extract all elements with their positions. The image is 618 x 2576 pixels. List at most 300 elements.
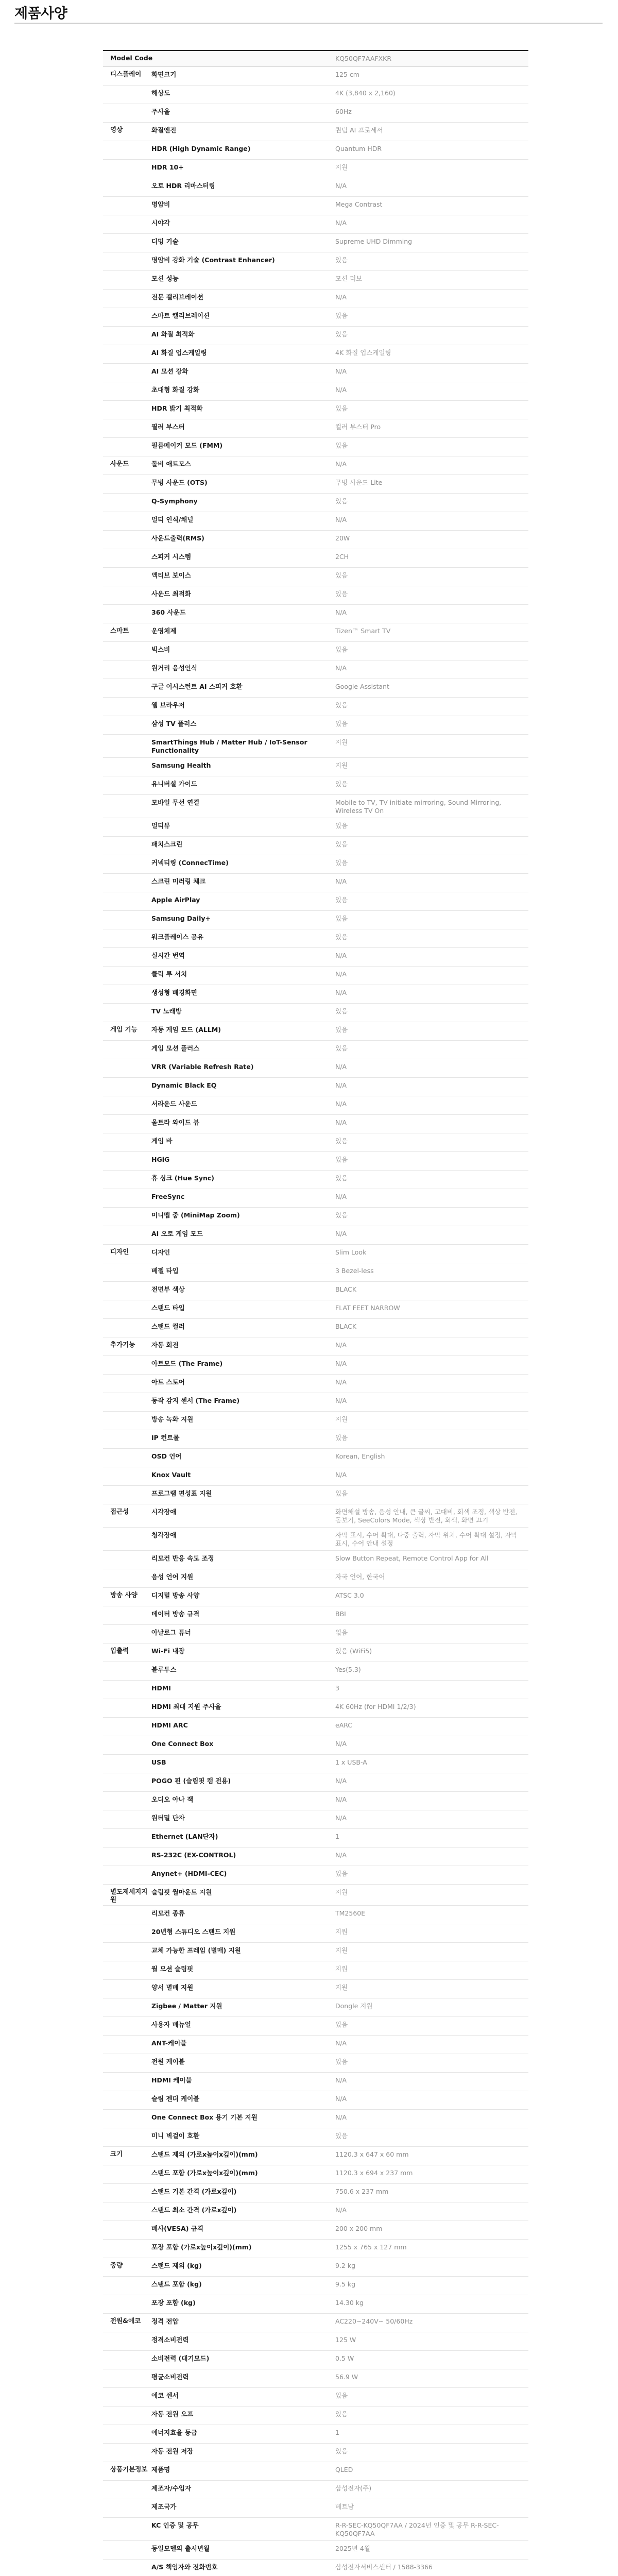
section-name: 입출력 xyxy=(110,1647,129,1654)
spec-value: 1 x USB-A xyxy=(335,1758,367,1766)
spec-row xyxy=(103,1792,528,1810)
spec-value: N/A xyxy=(335,2039,347,2047)
spec-row xyxy=(103,1004,528,1022)
spec-row xyxy=(103,494,528,512)
spec-label: VRR (Variable Refresh Rate) xyxy=(151,1063,254,1071)
spec-value: Google Assistant xyxy=(335,683,389,690)
spec-label: 사용자 매뉴얼 xyxy=(151,2021,191,2028)
spec-label: AI 화질 최적화 xyxy=(151,330,195,338)
spec-label: 슬림핏 월마운트 지원 xyxy=(151,1888,212,1896)
spec-value: 자막 표시, 수어 확대, 다중 출력, 자막 위치, 수어 확대 설정, 자막 표시, 수어 안내 설정 xyxy=(335,1531,518,1547)
spec-label: 디밍 기술 xyxy=(151,238,179,245)
spec-value: 지원 xyxy=(335,1984,348,1991)
spec-label: 제조국가 xyxy=(151,2503,177,2511)
spec-row xyxy=(103,2202,528,2221)
spec-value: FLAT FEET NARROW xyxy=(335,1304,400,1312)
spec-row xyxy=(103,776,528,795)
spec-value: N/A xyxy=(335,1193,347,1200)
spec-label: 데이터 방송 규격 xyxy=(151,1610,200,1618)
spec-value: 컬러 부스터 Pro xyxy=(335,423,381,431)
spec-label: 시각장애 xyxy=(151,1508,177,1516)
section-name xyxy=(103,2221,151,2239)
spec-row xyxy=(103,911,528,929)
spec-value: 지원 xyxy=(335,1946,348,1954)
spec-row xyxy=(103,1319,528,1337)
section-name xyxy=(103,698,151,716)
spec-value: Yes(5.3) xyxy=(335,1666,361,1673)
section-name xyxy=(103,1208,151,1226)
spec-row xyxy=(103,605,528,623)
section-name xyxy=(103,716,151,734)
spec-value: ATSC 3.0 xyxy=(335,1591,364,1599)
spec-value: Slow Button Repeat, Remote Control App for All xyxy=(335,1554,489,1562)
spec-row xyxy=(103,2351,528,2369)
spec-label: 자동 게임 모드 (ALLM) xyxy=(151,1026,221,1033)
spec-row xyxy=(103,2258,528,2277)
spec-row xyxy=(103,401,528,419)
section-name xyxy=(103,2054,151,2072)
spec-row xyxy=(103,364,528,382)
spec-row xyxy=(103,1375,528,1393)
spec-row xyxy=(103,1961,528,1980)
spec-value: 있음 xyxy=(335,840,348,848)
section-name xyxy=(103,1810,151,1828)
spec-value: N/A xyxy=(335,2095,347,2103)
spec-value: 삼성전자서비스센터 / 1588-3366 xyxy=(335,2563,433,2571)
spec-row xyxy=(103,67,528,86)
spec-label: TV 노래방 xyxy=(151,1007,182,1015)
spec-row xyxy=(103,586,528,605)
model-label: Model Code xyxy=(110,54,153,62)
spec-value: 있음 xyxy=(335,1007,348,1015)
spec-row xyxy=(103,758,528,776)
spec-label: 양서 별매 지원 xyxy=(151,1984,194,1991)
spec-value: 14.30 kg xyxy=(335,2299,364,2307)
section-name xyxy=(103,1755,151,1773)
spec-row xyxy=(103,2541,528,2560)
section-name: 크기 xyxy=(110,2150,123,2158)
spec-row xyxy=(103,855,528,874)
spec-row xyxy=(103,1943,528,1961)
spec-row xyxy=(103,2295,528,2314)
section-name xyxy=(103,874,151,892)
spec-row xyxy=(103,308,528,327)
spec-value: 있음 xyxy=(335,442,348,449)
spec-row xyxy=(103,1115,528,1133)
section-name xyxy=(103,1189,151,1207)
spec-value: N/A xyxy=(335,1777,347,1785)
spec-value: eARC xyxy=(335,1721,353,1729)
spec-value: 있음 xyxy=(335,1211,348,1219)
spec-row xyxy=(103,1643,528,1662)
spec-label: 유니버셜 가이드 xyxy=(151,780,197,788)
spec-label: 스마트 캘리브레이션 xyxy=(151,312,210,319)
spec-label: 음성 언어 지원 xyxy=(151,1573,194,1581)
spec-row xyxy=(103,234,528,252)
spec-label: 화면크기 xyxy=(151,71,177,78)
spec-value: N/A xyxy=(335,367,347,375)
spec-value: 지원 xyxy=(335,1965,348,1973)
spec-label: 포장 포함 (kg) xyxy=(151,2299,196,2307)
spec-value: N/A xyxy=(335,2113,347,2121)
spec-row xyxy=(103,2560,528,2576)
model-value: KQ50QF7AAFXKR xyxy=(335,55,392,62)
spec-value: 지원 xyxy=(335,1888,348,1896)
spec-label: 360 사운드 xyxy=(151,608,186,616)
section-name xyxy=(103,345,151,363)
spec-value: N/A xyxy=(335,1063,347,1071)
spec-row xyxy=(103,1848,528,1866)
spec-row xyxy=(103,2054,528,2073)
spec-value: N/A xyxy=(335,608,347,616)
spec-label: 아날로그 튜너 xyxy=(151,1629,191,1636)
spec-row xyxy=(103,2425,528,2444)
spec-label: One Connect Box 용기 기본 지원 xyxy=(151,2113,258,2121)
spec-label: 자동 전원 오프 xyxy=(151,2410,194,2418)
spec-value: N/A xyxy=(335,1471,347,1479)
spec-label: 포장 포함 (가로x높이x깊이)(mm) xyxy=(151,2243,252,2251)
spec-value: N/A xyxy=(335,1341,347,1349)
spec-value: N/A xyxy=(335,460,347,468)
section-name xyxy=(103,1662,151,1680)
spec-label: HDMI 최대 지원 주사율 xyxy=(151,1703,221,1710)
section-name xyxy=(103,1681,151,1699)
section-name xyxy=(103,1096,151,1114)
section-name xyxy=(103,605,151,623)
spec-label: 게임 바 xyxy=(151,1137,173,1145)
spec-value: 9.5 kg xyxy=(335,2280,356,2288)
section-name xyxy=(103,2017,151,2035)
spec-row xyxy=(103,2462,528,2481)
spec-value: 지원 xyxy=(335,1928,348,1936)
spec-value: N/A xyxy=(335,664,347,672)
spec-label: OSD 언어 xyxy=(151,1452,182,1460)
spec-row xyxy=(103,795,528,818)
section-name xyxy=(103,327,151,345)
section-name xyxy=(103,2202,151,2221)
spec-label: 멀티 인식/채널 xyxy=(151,516,194,523)
spec-label: 원거리 음성인식 xyxy=(151,664,197,672)
spec-value: 있음 xyxy=(335,2021,348,2028)
section-name xyxy=(103,2388,151,2406)
spec-row xyxy=(103,1718,528,1736)
spec-row xyxy=(103,1606,528,1625)
section-name xyxy=(103,1004,151,1022)
spec-label: 스피커 시스템 xyxy=(151,553,191,561)
spec-row xyxy=(103,837,528,855)
spec-label: 사운드 최적화 xyxy=(151,590,191,598)
section-name xyxy=(103,1430,151,1448)
spec-row xyxy=(103,892,528,911)
section-name xyxy=(103,1449,151,1467)
section-name xyxy=(103,1866,151,1884)
spec-value: 1120.3 x 694 x 237 mm xyxy=(335,2169,413,2177)
spec-row xyxy=(103,2221,528,2240)
spec-row xyxy=(103,929,528,948)
section-name xyxy=(103,1718,151,1736)
section-name xyxy=(103,104,151,122)
spec-row xyxy=(103,2184,528,2202)
spec-value: 화면해설 방송, 음성 안내, 큰 글씨, 고대비, 회색 조정, 색상 반전, 돋보기, SeeColors Mode, 색상 반전, 회색, 화면 끄기 xyxy=(335,1508,518,1524)
spec-label: 스탠드 컬러 xyxy=(151,1323,185,1330)
spec-value: 있음 xyxy=(335,497,348,505)
section-name xyxy=(103,419,151,437)
spec-row xyxy=(103,290,528,308)
section-name xyxy=(103,1133,151,1151)
spec-label: 미니 벽걸이 호환 xyxy=(151,2132,200,2140)
spec-label: 베사(VESA) 규격 xyxy=(151,2225,203,2232)
spec-value: 4K 60Hz (for HDMI 1/2/3) xyxy=(335,1703,416,1710)
spec-label: 리모컨 종류 xyxy=(151,1909,185,1917)
spec-label: KC 인증 및 공무 xyxy=(151,2521,199,2529)
spec-value: 3 xyxy=(335,1684,339,1692)
spec-label: HGiG xyxy=(151,1156,170,1163)
section-name xyxy=(103,2518,151,2540)
spec-value: 있음 xyxy=(335,1026,348,1033)
spec-label: 교체 가능한 프레임 (별매) 지원 xyxy=(151,1946,241,1954)
spec-row xyxy=(103,1504,528,1528)
spec-value: N/A xyxy=(335,1100,347,1108)
spec-value: 1120.3 x 647 x 60 mm xyxy=(335,2150,409,2158)
spec-label: 스크린 미러링 체크 xyxy=(151,877,206,885)
spec-row xyxy=(103,660,528,679)
spec-label: 커넥티링 (ConnecTime) xyxy=(151,859,229,867)
spec-value: 있음 xyxy=(335,2447,348,2455)
spec-label: 액티브 보이스 xyxy=(151,571,191,579)
section-name xyxy=(103,2277,151,2295)
section-name xyxy=(103,758,151,776)
spec-row xyxy=(103,252,528,271)
spec-row xyxy=(103,818,528,837)
spec-label: 패치스크린 xyxy=(151,840,183,848)
spec-row xyxy=(103,2481,528,2499)
spec-row xyxy=(103,1282,528,1300)
spec-label: 미니맵 줌 (MiniMap Zoom) xyxy=(151,1211,240,1219)
spec-label: 오토 HDR 리마스터링 xyxy=(151,182,215,190)
spec-row xyxy=(103,271,528,290)
spec-value: 있음 xyxy=(335,590,348,598)
spec-row xyxy=(103,1998,528,2017)
section-name xyxy=(103,1848,151,1866)
spec-label: 휴 싱크 (Hue Sync) xyxy=(151,1174,215,1182)
spec-label: 동일모델의 출시년월 xyxy=(151,2545,210,2552)
spec-row xyxy=(103,2165,528,2184)
section-name xyxy=(103,1829,151,1847)
spec-row xyxy=(103,1528,528,1551)
spec-row xyxy=(103,2128,528,2147)
spec-label: 서라운드 사운드 xyxy=(151,1100,197,1108)
spec-value: N/A xyxy=(335,1795,347,1803)
section-name xyxy=(103,679,151,697)
spec-value: 9.2 kg xyxy=(335,2262,356,2269)
spec-row xyxy=(103,1152,528,1171)
spec-value: 있음 xyxy=(335,2410,348,2418)
spec-label: 스탠드 포함 (가로x높이x깊이)(mm) xyxy=(151,2169,258,2177)
spec-value: 있음 xyxy=(335,1044,348,1052)
spec-row xyxy=(103,1393,528,1412)
spec-value: 있음 xyxy=(335,646,348,653)
spec-value: 1 xyxy=(335,2429,339,2436)
spec-row xyxy=(103,1263,528,1282)
spec-row xyxy=(103,160,528,178)
spec-label: 제조자/수입자 xyxy=(151,2484,192,2492)
spec-row xyxy=(103,2369,528,2388)
spec-label: Knox Vault xyxy=(151,1471,191,1479)
spec-value: 있음 xyxy=(335,256,348,264)
spec-row xyxy=(103,1906,528,1924)
section-name: 중량 xyxy=(110,2261,123,2269)
spec-label: 스탠드 포함 (kg) xyxy=(151,2280,202,2288)
spec-label: 화질엔진 xyxy=(151,126,177,134)
section-name xyxy=(103,382,151,400)
spec-label: 전원 케이블 xyxy=(151,2058,185,2065)
section-name xyxy=(103,2406,151,2425)
section-name xyxy=(103,1152,151,1170)
spec-label: 모션 성능 xyxy=(151,275,179,282)
spec-value: 있음 xyxy=(335,2132,348,2140)
section-name xyxy=(103,642,151,660)
spec-label: 스탠드 기본 간격 (가로x깊이) xyxy=(151,2188,237,2195)
spec-value: 지원 xyxy=(335,761,348,769)
section-name xyxy=(103,568,151,586)
spec-label: Wi-Fi 내장 xyxy=(151,1647,185,1655)
spec-row xyxy=(103,2277,528,2295)
spec-label: IP 컨트롤 xyxy=(151,1434,180,1442)
spec-value: R-R-SEC-KQ50QF7AA / 2024년 인증 및 공무 R-R-SEC-KQ50QF7AA xyxy=(335,2521,499,2537)
section-name: 사운드 xyxy=(110,460,129,467)
spec-label: HDMI 케이블 xyxy=(151,2076,192,2084)
spec-row xyxy=(103,2406,528,2425)
spec-value: N/A xyxy=(335,877,347,885)
section-name xyxy=(103,1998,151,2016)
spec-value: Mobile to TV, TV initiate mirroring, Sound Mirroring, Wireless TV On xyxy=(335,799,502,815)
spec-row xyxy=(103,967,528,985)
spec-value: 1255 x 765 x 127 mm xyxy=(335,2243,407,2251)
spec-label: 에너지효율 등급 xyxy=(151,2429,197,2436)
spec-label: Samsung Daily+ xyxy=(151,914,211,922)
spec-row xyxy=(103,2499,528,2518)
spec-row xyxy=(103,512,528,531)
spec-row xyxy=(103,2017,528,2036)
spec-row xyxy=(103,1226,528,1245)
spec-value: N/A xyxy=(335,2206,347,2214)
spec-label: 클릭 투 서치 xyxy=(151,970,187,978)
spec-value: BLACK xyxy=(335,1323,357,1330)
spec-label: 오디오 아나 잭 xyxy=(151,1795,194,1803)
section-name: 추가기능 xyxy=(110,1341,135,1348)
spec-row xyxy=(103,735,528,758)
spec-row xyxy=(103,1980,528,1998)
section-name xyxy=(103,271,151,289)
section-name xyxy=(103,234,151,252)
section-name xyxy=(103,948,151,966)
spec-value: N/A xyxy=(335,219,347,227)
section-name xyxy=(103,1569,151,1587)
spec-row xyxy=(103,985,528,1004)
spec-value: 있음 (WiFi5) xyxy=(335,1647,372,1655)
spec-value: N/A xyxy=(335,293,347,301)
section-name xyxy=(103,776,151,794)
spec-value: 지원 xyxy=(335,163,348,171)
section-name xyxy=(103,86,151,104)
spec-row xyxy=(103,948,528,967)
spec-value: 있음 xyxy=(335,859,348,867)
section-name xyxy=(103,141,151,159)
section-name: 별도제세지지원 xyxy=(110,1888,148,1903)
section-name xyxy=(103,2110,151,2128)
section-name xyxy=(103,1356,151,1374)
spec-label: 멀티뷰 xyxy=(151,822,170,829)
section-name xyxy=(103,1792,151,1810)
spec-value: N/A xyxy=(335,386,347,394)
spec-row xyxy=(103,1337,528,1356)
spec-value: 삼성전자(주) xyxy=(335,2484,372,2492)
spec-value: Quantum HDR xyxy=(335,145,382,152)
spec-value: 있음 xyxy=(335,933,348,941)
spec-row xyxy=(103,1810,528,1829)
spec-row xyxy=(103,716,528,735)
section-name xyxy=(103,929,151,947)
spec-row xyxy=(103,1189,528,1208)
spec-label: 운영체제 xyxy=(151,627,177,635)
spec-row xyxy=(103,178,528,197)
section-name xyxy=(103,1961,151,1979)
section-name xyxy=(103,2560,151,2576)
spec-label: 자동 회전 xyxy=(151,1341,179,1349)
spec-label: 정격 전압 xyxy=(151,2317,179,2325)
section-name xyxy=(103,735,151,757)
spec-row xyxy=(103,1885,528,1906)
section-name xyxy=(103,2091,151,2109)
section-name xyxy=(103,1375,151,1393)
spec-value: QLED xyxy=(335,2466,353,2473)
spec-row xyxy=(103,1078,528,1096)
spec-row xyxy=(103,623,528,642)
section-name xyxy=(103,438,151,456)
spec-value: 있음 xyxy=(335,701,348,709)
spec-label: 스탠드 타입 xyxy=(151,1304,185,1312)
spec-row xyxy=(103,2110,528,2128)
spec-value: N/A xyxy=(335,1081,347,1089)
spec-label: HDMI xyxy=(151,1684,171,1692)
spec-label: 아트모드 (The Frame) xyxy=(151,1360,223,1367)
section-name xyxy=(103,795,151,818)
section-name xyxy=(103,290,151,308)
spec-label: 스탠드 최소 간격 (가로x깊이) xyxy=(151,2206,237,2214)
section-name: 게임 기능 xyxy=(110,1025,138,1033)
spec-row xyxy=(103,197,528,215)
spec-row xyxy=(103,2073,528,2091)
spec-row xyxy=(103,1059,528,1078)
spec-row xyxy=(103,679,528,698)
spec-row xyxy=(103,698,528,716)
spec-row xyxy=(103,1486,528,1504)
section-name xyxy=(103,2295,151,2313)
spec-value: N/A xyxy=(335,516,347,523)
section-name xyxy=(103,215,151,233)
spec-label: Dynamic Black EQ xyxy=(151,1081,217,1089)
spec-label: 시야각 xyxy=(151,219,170,227)
spec-row xyxy=(103,1430,528,1449)
spec-value: 퀀텀 AI 프로세서 xyxy=(335,126,383,134)
spec-value: N/A xyxy=(335,1378,347,1386)
spec-value: 있음 xyxy=(335,914,348,922)
spec-value: 자국 언어, 한국어 xyxy=(335,1573,385,1581)
section-name xyxy=(103,2036,151,2054)
spec-label: HDR (High Dynamic Range) xyxy=(151,145,251,152)
spec-row xyxy=(103,1699,528,1718)
spec-value: 있음 xyxy=(335,1870,348,1877)
